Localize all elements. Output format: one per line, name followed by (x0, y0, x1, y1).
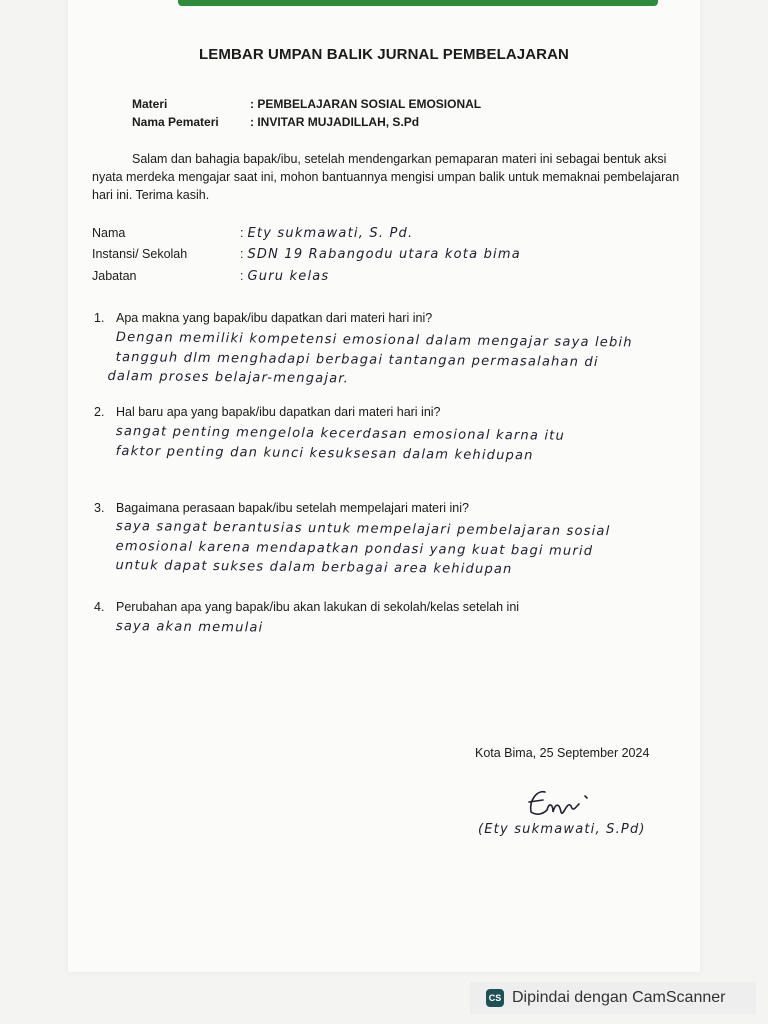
question-1 (94, 311, 432, 325)
jabatan-label: Jabatan (92, 269, 137, 283)
green-header-strip (178, 0, 658, 6)
answer-line: dalam proses belajar-mengajar. (107, 368, 350, 387)
field-instansi: Instansi/ Sekolah : SDN 19 Rabangodu utara kota bima (92, 247, 521, 262)
answer-line: emosional karena mendapatkan pondasi yang kuat bagi murid (115, 538, 594, 559)
answer-line: faktor penting dan kunci kesuksesan dalam kehidupan (115, 443, 534, 463)
signature-scribble (523, 782, 613, 824)
materi-row (132, 97, 481, 111)
question-number: 4. (94, 600, 105, 614)
answer-1 (107, 328, 676, 392)
instansi-value: SDN 19 Rabangodu utara kota bima (247, 247, 521, 262)
question-4 (94, 600, 519, 614)
signature-name: (Ety sukmawati, S.Pd) (478, 822, 646, 837)
answer-line: sangat penting mengelola kecerdasan emosional karna itu (115, 423, 566, 444)
camscanner-label: Dipindai dengan CamScanner (512, 989, 726, 1006)
answer-3 (115, 517, 676, 581)
question-3 (94, 501, 469, 515)
question-text: Perubahan apa yang bapak/ibu akan lakukan di sekolah/kelas setelah ini (116, 600, 520, 614)
question-number: 1. (94, 311, 105, 325)
document-page (68, 0, 700, 972)
nama-value: Ety sukmawati, S. Pd. (247, 226, 414, 241)
answer-4 (116, 617, 676, 642)
jabatan-value: Guru kelas (247, 269, 330, 284)
question-text: Apa makna yang bapak/ibu dapatkan dari materi hari ini? (116, 311, 433, 325)
field-jabatan: Jabatan : Guru kelas (92, 269, 330, 284)
answer-2 (116, 422, 676, 467)
answer-line: untuk dapat sukses dalam berbagai area kehidupan (115, 557, 513, 578)
instansi-label: Instansi/ Sekolah (92, 247, 188, 261)
pemateri-row (132, 115, 419, 129)
question-text: Bagaimana perasaan bapak/ibu setelah mempelajari materi ini? (116, 501, 469, 515)
intro-paragraph: Salam dan bahagia bapak/ibu, setelah mendengarkan pemaparan materi ini sebagai bentuk aksi nyata merdeka mengajar saat ini, mohon bantuannya mengisi umpan balik untuk memaknai pembelajaran hari ini. Terima kasih. (92, 152, 680, 202)
answer-line: Dengan memiliki kompetensi emosional dalam mengajar saya lebih (115, 329, 633, 351)
materi-label: Materi (132, 97, 168, 111)
question-text: Hal baru apa yang bapak/ibu dapatkan dari materi hari ini? (116, 405, 441, 419)
pemateri-label: Nama Pemateri (132, 115, 219, 129)
document-title: LEMBAR UMPAN BALIK JURNAL PEMBELAJARAN (199, 46, 569, 63)
question-2 (94, 405, 441, 419)
camscanner-icon: CS (486, 989, 504, 1007)
answer-line: saya sangat berantusias untuk mempelajari pembelajaran sosial (115, 518, 611, 540)
materi-value: : PEMBELAJARAN SOSIAL EMOSIONAL (250, 97, 482, 111)
answer-line: tangguh dlm menghadapi berbagai tantangan permasalahan di (115, 349, 599, 370)
place-date: Kota Bima, 25 September 2024 (475, 746, 650, 760)
field-nama: Nama : Ety sukmawati, S. Pd. (92, 226, 414, 241)
question-number: 2. (94, 405, 105, 419)
camscanner-badge (470, 982, 756, 1014)
answer-line: saya akan memulai (115, 618, 264, 636)
pemateri-value: : INVITAR MUJADILLAH, S.Pd (250, 115, 420, 129)
nama-label: Nama (92, 226, 126, 240)
question-number: 3. (94, 501, 105, 515)
